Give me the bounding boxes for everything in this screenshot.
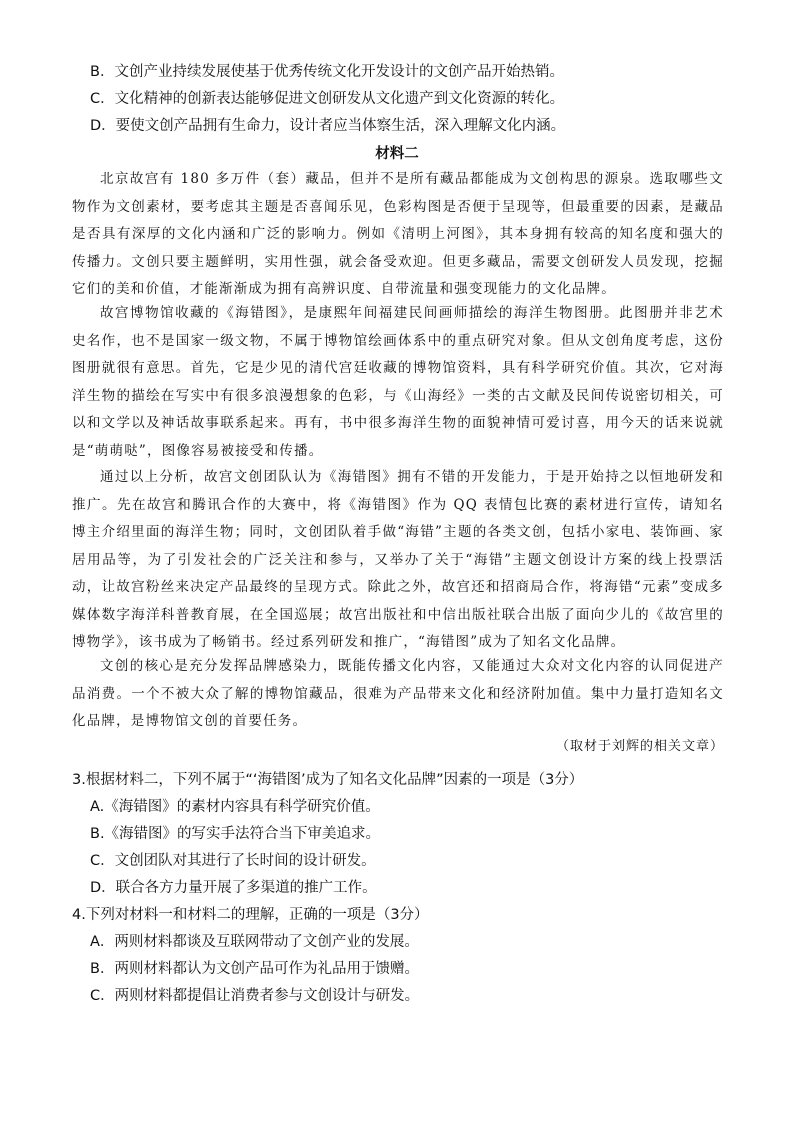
material-title: 材料二	[375, 146, 419, 162]
material-paragraph-3: 通过以上分析，故宫文创团队认为《海错图》拥有不错的开发能力，于是开始持之以恒地研发和推广。先在故宫和腾讯合作的大赛中，将《海错图》作为 QQ 表情包比赛的素材进行宣传，请知名博主介绍里面的海洋生物；同时，文创团队着手做“海错”主题的各类文创，包括小家电、装饰画、家居用品等，为了引发社会的广泛关注和参与，又举办了关于“海错”主题文创设计方案的线上投票活动，让故宫粉丝来决定产品最终的呈现方式。除此之外，故宫还和招商局合作，将海错“元素”变成多媒体数字海洋科普教育展，在全国巡展；故宫出版社和中信出版社联合出版了面向少儿的《故宫里的博物学》，该书成为了畅销书。经过系列研发和推广，“海错图”成为了知名文化品牌。	[72, 469, 724, 650]
material-paragraph-2: 故宫博物馆收藏的《海错图》，是康熙年间福建民间画师描绘的海洋生物图册。此图册并非艺术史名作，也不是国家一级文物，不属于博物馆绘画体系中的重点研究对象。但从文创角度考虑，这份图册就很有意思。首先，它是少见的清代宫廷收藏的博物馆资料，具有科学研究价值。其次，它对海洋生物的描绘在写实中有很多浪漫想象的色彩，与《山海经》一类的古文献及民间传说密切相关，可以和文学以及神话故事联系起来。再有，书中很多海洋生物的面貌神情可爱讨喜，用今天的话来说就是“萌萌哒”，图像容易被接受和传播。	[72, 305, 724, 459]
question2-option-c: C．文化精神的创新表达能够促进文创研发从文化遗产到文化资源的转化。	[90, 91, 565, 107]
source-note: （取材于刘辉的相关文章）	[555, 739, 724, 754]
question4-option-b: B．两则材料都认为文创产品可作为礼品用于馈赠。	[90, 961, 419, 977]
question4-option-a: A．两则材料都谈及互联网带动了文创产业的发展。	[90, 934, 419, 950]
question3-option-d: D．联合各方力量开展了多渠道的推广工作。	[90, 880, 377, 896]
question3-option-c: C．文创团队对其进行了长时间的设计研发。	[90, 853, 376, 869]
question4-option-c: C．两则材料都提倡让消费者参与文创设计与研发。	[90, 988, 420, 1004]
material-paragraph-1: 北京故宫有 180 多万件（套）藏品，但并不是所有藏品都能成为文创构思的源泉。选取哪些文物作为文创素材，要考虑其主题是否喜闻乐见，色彩构图是否便于呈现等，但最重要的因素，是藏品是否具有深厚的文化内涵和广泛的影响力。例如《清明上河图》，其本身拥有较高的知名度和强大的传播力。文创只要主题鲜明，实用性强，就会备受欢迎。但更多藏品，需要文创研发人员发现，挖掘它们的美和价值，才能渐渐成为拥有高辨识度、自带流量和强变现能力的文化品牌。	[72, 171, 724, 297]
question2-option-b: B．文创产业持续发展使基于优秀传统文化开发设计的文创产品开始热销。	[90, 64, 564, 80]
question3-stem: 3.根据材料二，下列不属于“‘海错图’成为了知名文化品牌”因素的一项是（3分）	[72, 772, 584, 788]
question2-option-d: D．要使文创产品拥有生命力，设计者应当体察生活，深入理解文化内涵。	[90, 118, 566, 134]
question3-option-b: B.《海错图》的写实手法符合当下审美追求。	[90, 826, 381, 842]
material-paragraph-4: 文创的核心是充分发挥品牌感染力，既能传播文化内容，又能通过大众对文化内容的认同促进产品消费。一个不被大众了解的博物馆藏品，很难为产品带来文化和经济附加值。集中力量打造知名文化品牌，是博物馆文创的首要任务。	[72, 658, 724, 729]
question3-option-a: A.《海错图》的素材内容具有科学研究价值。	[90, 799, 380, 815]
question4-stem: 4.下列对材料一和材料二的理解，正确的一项是（3分）	[72, 907, 429, 923]
